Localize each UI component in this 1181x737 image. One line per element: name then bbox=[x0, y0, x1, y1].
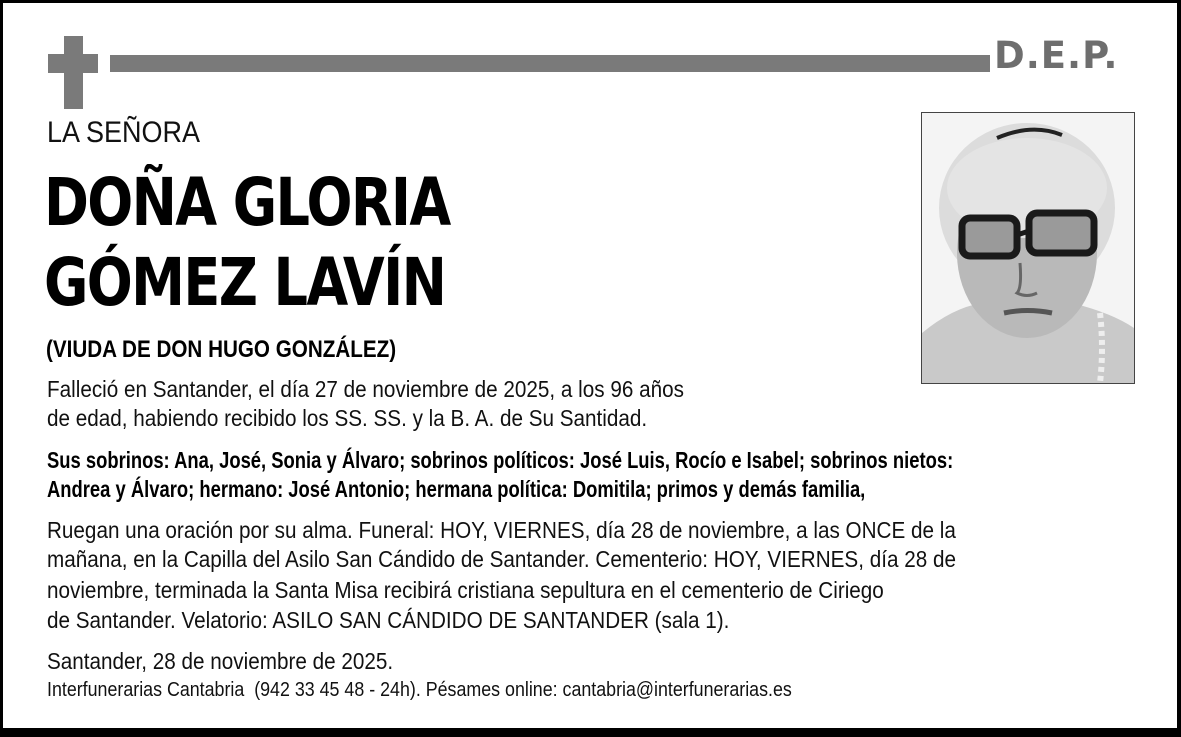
deceased-name-line1: DOÑA GLORIA bbox=[44, 164, 450, 241]
family-line: Andrea y Álvaro; hermano: José Antonio; hermana política: Domitila; primos y demás familia, bbox=[47, 476, 866, 502]
bottom-border bbox=[0, 728, 1181, 737]
portrait-photo bbox=[921, 112, 1135, 384]
dep-label: D.E.P. bbox=[994, 34, 1119, 77]
family-line: Sus sobrinos: Ana, José, Sonia y Álvaro; sobrinos políticos: José Luis, Rocío e Isabel; sobrinos nietos: bbox=[47, 447, 954, 473]
deceased-name-line2: GÓMEZ LAVÍN bbox=[44, 244, 446, 321]
service-line: noviembre, terminada la Santa Misa recibirá cristiana sepultura en el cementerio de Ciriego bbox=[47, 577, 884, 603]
place-date: Santander, 28 de noviembre de 2025. bbox=[47, 648, 394, 674]
cross-icon-bar bbox=[48, 54, 98, 73]
funeral-home-contact: Interfunerarias Cantabria (942 33 45 48 - 24h). Pésames online: cantabria@interfunerarias.es bbox=[47, 678, 792, 701]
honorific: LA SEÑORA bbox=[47, 116, 201, 149]
service-line: mañana, en la Capilla del Asilo San Cándido de Santander. Cementerio: HOY, VIERNES, día 28 de bbox=[47, 546, 956, 572]
widow-of: (VIUDA DE DON HUGO GONZÁLEZ) bbox=[46, 336, 397, 363]
service-line: Ruegan una oración por su alma. Funeral: HOY, VIERNES, día 28 de noviembre, a las ONCE de la bbox=[47, 517, 956, 543]
death-notice-line: de edad, habiendo recibido los SS. SS. y la B. A. de Su Santidad. bbox=[47, 405, 648, 431]
death-notice-line: Falleció en Santander, el día 27 de noviembre de 2025, a los 96 años bbox=[47, 376, 684, 402]
header-rule bbox=[110, 55, 990, 72]
portrait-image bbox=[922, 113, 1134, 383]
service-line: de Santander. Velatorio: ASILO SAN CÁNDIDO DE SANTANDER (sala 1). bbox=[47, 607, 730, 633]
